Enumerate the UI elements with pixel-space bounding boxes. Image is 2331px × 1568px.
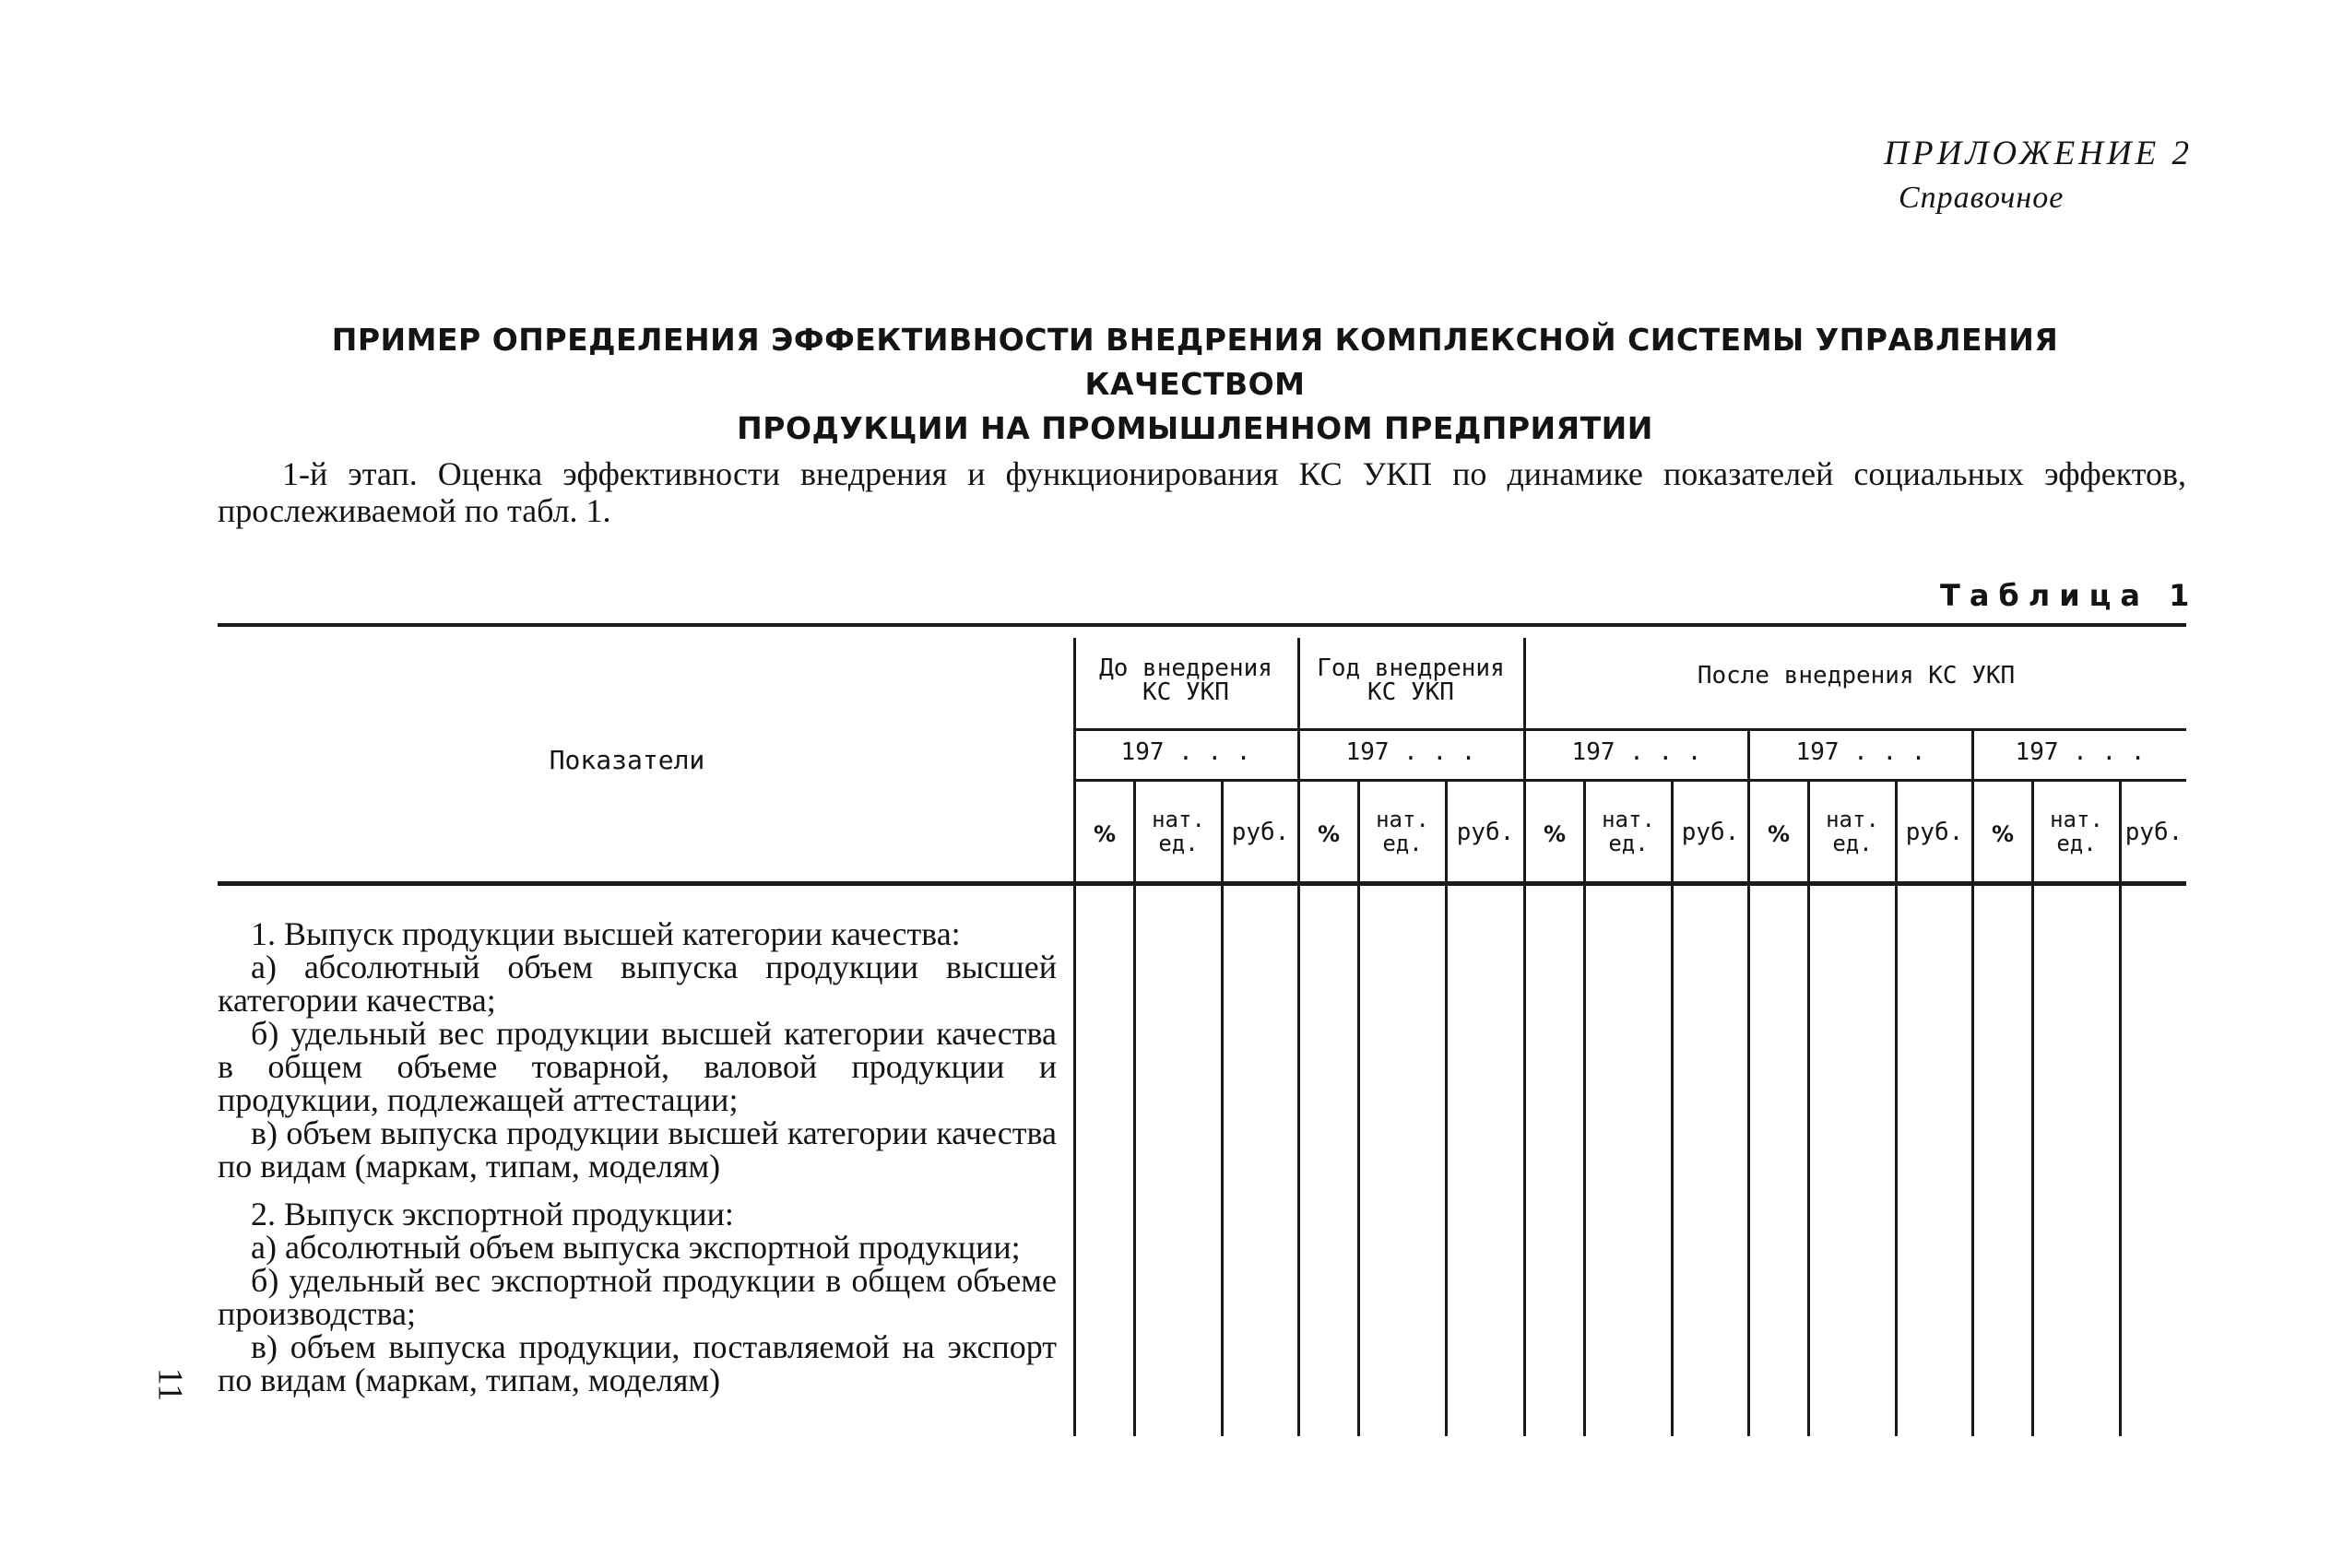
group-before-header: До внедрения КС УКП <box>1099 654 1272 706</box>
subcolumn-divider <box>2119 782 2122 1436</box>
column-divider <box>1747 728 1750 1436</box>
unit-pct: % <box>1991 821 2015 847</box>
subcolumn-divider <box>1583 782 1586 1436</box>
document-title-line-1: ПРИМЕР ОПРЕДЕЛЕНИЯ ЭФФЕКТИВНОСТИ ВНЕДРЕНИЯ КОМПЛЕКСНОЙ СИСТЕМЫ УПРАВЛЕНИЯ КАЧЕСТВОМ <box>331 322 2059 402</box>
unit-nat: нат. ед. <box>1152 807 1205 856</box>
unit-pct: % <box>1767 821 1791 847</box>
appendix-label: ПРИЛОЖЕНИЕ 2 <box>1884 135 2193 172</box>
indicators-body <box>218 917 1057 1397</box>
unit-nat: нат. ед. <box>1602 807 1655 856</box>
header-subrule <box>1075 779 1297 782</box>
intro-paragraph: 1-й этап. Оценка эффективности внедрения и функционирования КС УКП по динамике показателей социальных эффектов, прослеживаемой по табл. 1. <box>218 455 2186 529</box>
unit-pct: % <box>1543 821 1567 847</box>
unit-rub: руб. <box>2124 819 2183 846</box>
table-header-rule <box>218 881 2186 886</box>
subcolumn-divider <box>1133 782 1136 1436</box>
unit-rub: руб. <box>1681 819 1740 846</box>
unit-nat: нат. ед. <box>2050 807 2103 856</box>
group-after-header: После внедрения КС УКП <box>1697 662 2016 690</box>
subcolumn-divider <box>1895 782 1898 1436</box>
table-top-rule <box>218 623 2186 627</box>
column-divider <box>1523 638 1526 1436</box>
header-subrule <box>1526 728 2186 731</box>
indicator-2b: б) удельный вес экспортной продукции в общем объеме производства; <box>218 1262 1057 1332</box>
indicator-2a: а) абсолютный объем выпуска экспортной продукции; <box>251 1229 1021 1266</box>
header-subrule <box>1526 779 1747 782</box>
indicator-2c: в) объем выпуска продукции, поставляемой на экспорт по видам (маркам, типам, моделям) <box>218 1328 1057 1398</box>
indicator-1a: а) абсолютный объем выпуска продукции высшей категории качества; <box>218 949 1057 1019</box>
column-divider <box>1971 728 1974 1436</box>
year-label: 197 . . . <box>1120 738 1251 766</box>
year-label: 197 . . . <box>1345 738 1476 766</box>
column-divider <box>1073 638 1076 1436</box>
subcolumn-divider <box>2031 782 2034 1436</box>
indicator-1c: в) объем выпуска продукции высшей категории качества по видам (маркам, типам, моделям) <box>218 1114 1057 1185</box>
indicator-1b: б) удельный вес продукции высшей категории качества в общем объеме товарной, валовой продукции и продукции, подлежащей аттестации; <box>218 1015 1057 1118</box>
document-title-line-2: ПРОДУКЦИИ НА ПРОМЫШЛЕННОМ ПРЕДПРИЯТИИ <box>737 410 1653 446</box>
appendix-type: Справочное <box>1899 181 2065 215</box>
column-divider <box>1297 638 1300 1436</box>
year-label: 197 . . . <box>2015 738 2146 766</box>
subcolumn-divider <box>1807 782 1810 1436</box>
document-title <box>218 318 2172 451</box>
header-subrule <box>1075 728 1297 731</box>
year-label: 197 . . . <box>1571 738 1702 766</box>
header-subrule <box>1300 779 1523 782</box>
subcolumn-divider <box>1221 782 1224 1436</box>
table-caption: Таблица 1 <box>1940 578 2199 613</box>
indicators-header: Показатели <box>549 745 705 775</box>
header-subrule <box>1974 779 2186 782</box>
indicator-2-heading: 2. Выпуск экспортной продукции: <box>251 1196 734 1232</box>
unit-nat: нат. ед. <box>1376 807 1429 856</box>
year-label: 197 . . . <box>1795 738 1926 766</box>
unit-rub: руб. <box>1905 819 1964 846</box>
unit-nat: нат. ед. <box>1826 807 1879 856</box>
unit-rub: руб. <box>1231 819 1290 846</box>
header-subrule <box>1300 728 1523 731</box>
unit-pct: % <box>1093 821 1117 847</box>
indicator-1-heading: 1. Выпуск продукции высшей категории качества: <box>251 915 961 952</box>
header-subrule <box>1750 779 1971 782</box>
page-number: 11 <box>150 1367 190 1402</box>
unit-pct: % <box>1317 821 1341 847</box>
subcolumn-divider <box>1445 782 1448 1436</box>
subcolumn-divider <box>1357 782 1360 1436</box>
subcolumn-divider <box>1671 782 1674 1436</box>
group-year-header: Год внедрения КС УКП <box>1317 654 1505 706</box>
unit-rub: руб. <box>1456 819 1515 846</box>
